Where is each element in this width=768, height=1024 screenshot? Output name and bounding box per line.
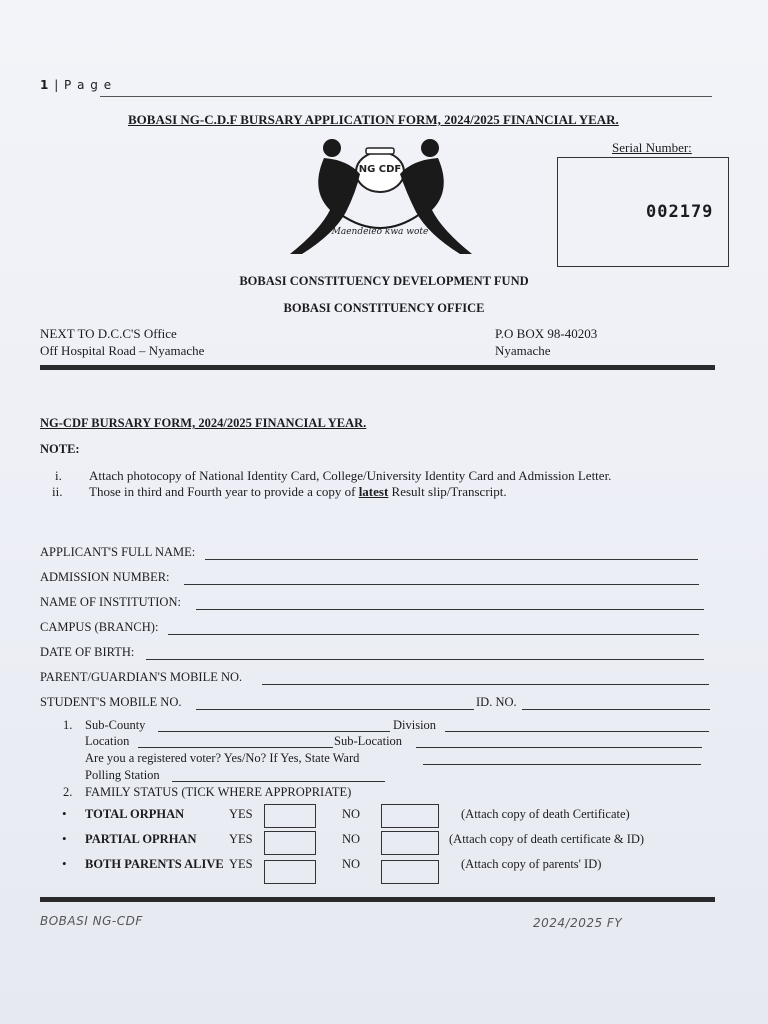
polling-label: Polling Station [85,768,160,782]
dob-label: DATE OF BIRTH: [40,645,135,659]
full-name-field[interactable] [205,559,698,560]
fund-name: BOBASI CONSTITUENCY DEVELOPMENT FUND [239,274,529,288]
campus-field[interactable] [168,634,699,635]
note-1-num: i. [55,468,62,483]
institution-label: NAME OF INSTITUTION: [40,595,181,609]
division-field[interactable] [445,731,709,732]
both-alive-label: BOTH PARENTS ALIVE [85,857,224,871]
both-alive-yes-checkbox[interactable] [264,860,316,884]
family-status-title: FAMILY STATUS (TICK WHERE APPROPRIATE) [85,785,352,799]
full-name-label: APPLICANT'S FULL NAME: [40,545,196,559]
family-num: 2. [63,785,73,799]
serial-number: 002179 [646,202,714,222]
parent-mobile-label: PARENT/GUARDIAN'S MOBILE NO. [40,670,243,684]
admission-field[interactable] [184,584,699,585]
partial-orphan-yes-checkbox[interactable] [264,831,316,855]
note-1-text: Attach photocopy of National Identity Card, College/University Identity Card and Admission Letter. [89,468,612,483]
both-alive-no-label: NO [342,857,361,871]
institution-field[interactable] [196,609,704,610]
note-2-text [89,484,507,500]
dob-field[interactable] [146,659,704,660]
total-orphan-no-checkbox[interactable] [381,804,439,828]
sub-county-field[interactable] [158,731,390,732]
sub-location-field[interactable] [416,747,702,748]
footer-divider [40,897,715,902]
ward-field[interactable] [423,764,701,765]
polling-field[interactable] [172,781,385,782]
total-orphan-no-label: NO [342,807,361,821]
total-orphan-label: TOTAL ORPHAN [85,807,185,821]
note-2-pre: Those in third and Fourth year to provide a copy of [89,484,356,499]
bullet-icon: • [62,856,67,871]
ngcdf-logo-icon [280,130,480,258]
address-right-2: Nyamache [495,343,551,358]
student-mobile-label: STUDENT'S MOBILE NO. [40,695,182,709]
total-orphan-yes-label: YES [229,807,253,821]
footer-left: BOBASI NG-CDF [40,914,143,928]
address-left-1: NEXT TO D.C.C'S Office [40,326,177,341]
campus-label: CAMPUS (BRANCH): [40,620,159,634]
note-2-emphasis: latest [358,484,389,499]
note-label: NOTE: [40,442,80,456]
bullet-icon: • [62,831,67,846]
address-left-2: Off Hospital Road – Nyamache [40,343,205,358]
division-label: Division [393,718,437,732]
note-2-num: ii. [52,484,63,499]
parent-mobile-field[interactable] [262,684,709,685]
page-indicator [40,78,112,92]
both-alive-no-checkbox[interactable] [381,860,439,884]
page-number: 1 [40,78,50,92]
header-rule [100,96,712,97]
admission-label: ADMISSION NUMBER: [40,570,170,584]
section-title: NG-CDF BURSARY FORM, 2024/2025 FINANCIAL YEAR. [40,416,367,430]
partial-orphan-label: PARTIAL OPRHAN [85,832,197,846]
id-no-field[interactable] [522,709,710,710]
note-2-post: Result slip/Transcript. [391,484,507,499]
header-divider [40,365,715,370]
partial-orphan-no-label: NO [342,832,361,846]
address-right-1: P.O BOX 98-40203 [495,326,598,341]
sub-county-label: Sub-County [85,718,146,732]
partial-orphan-yes-label: YES [229,832,253,846]
logo-motto: Maendeleo kwa wote [331,227,429,237]
id-no-label: ID. NO. [476,695,517,709]
location-field[interactable] [138,747,333,748]
bullet-icon: • [62,806,67,821]
total-orphan-attach: (Attach copy of death Certificate) [461,807,630,821]
student-mobile-field[interactable] [196,709,474,710]
both-alive-attach: (Attach copy of parents' ID) [461,857,602,871]
office-name: BOBASI CONSTITUENCY OFFICE [283,301,485,315]
form-title: BOBASI NG-C.D.F BURSARY APPLICATION FORM, 2024/2025 FINANCIAL YEAR. [128,112,619,127]
footer-right: 2024/2025 FY [533,916,623,930]
location-num: 1. [63,718,73,732]
logo-text: NG CDF [358,164,402,175]
partial-orphan-no-checkbox[interactable] [381,831,439,855]
both-alive-yes-label: YES [229,857,253,871]
partial-orphan-attach: (Attach copy of death certificate & ID) [449,832,645,846]
location-label: Location [85,734,130,748]
page-label: | P a g e [54,78,113,92]
voter-label: Are you a registered voter? Yes/No? If Yes, State Ward [85,751,360,765]
serial-label: Serial Number: [612,140,692,155]
sub-location-label: Sub-Location [334,734,403,748]
total-orphan-yes-checkbox[interactable] [264,804,316,828]
